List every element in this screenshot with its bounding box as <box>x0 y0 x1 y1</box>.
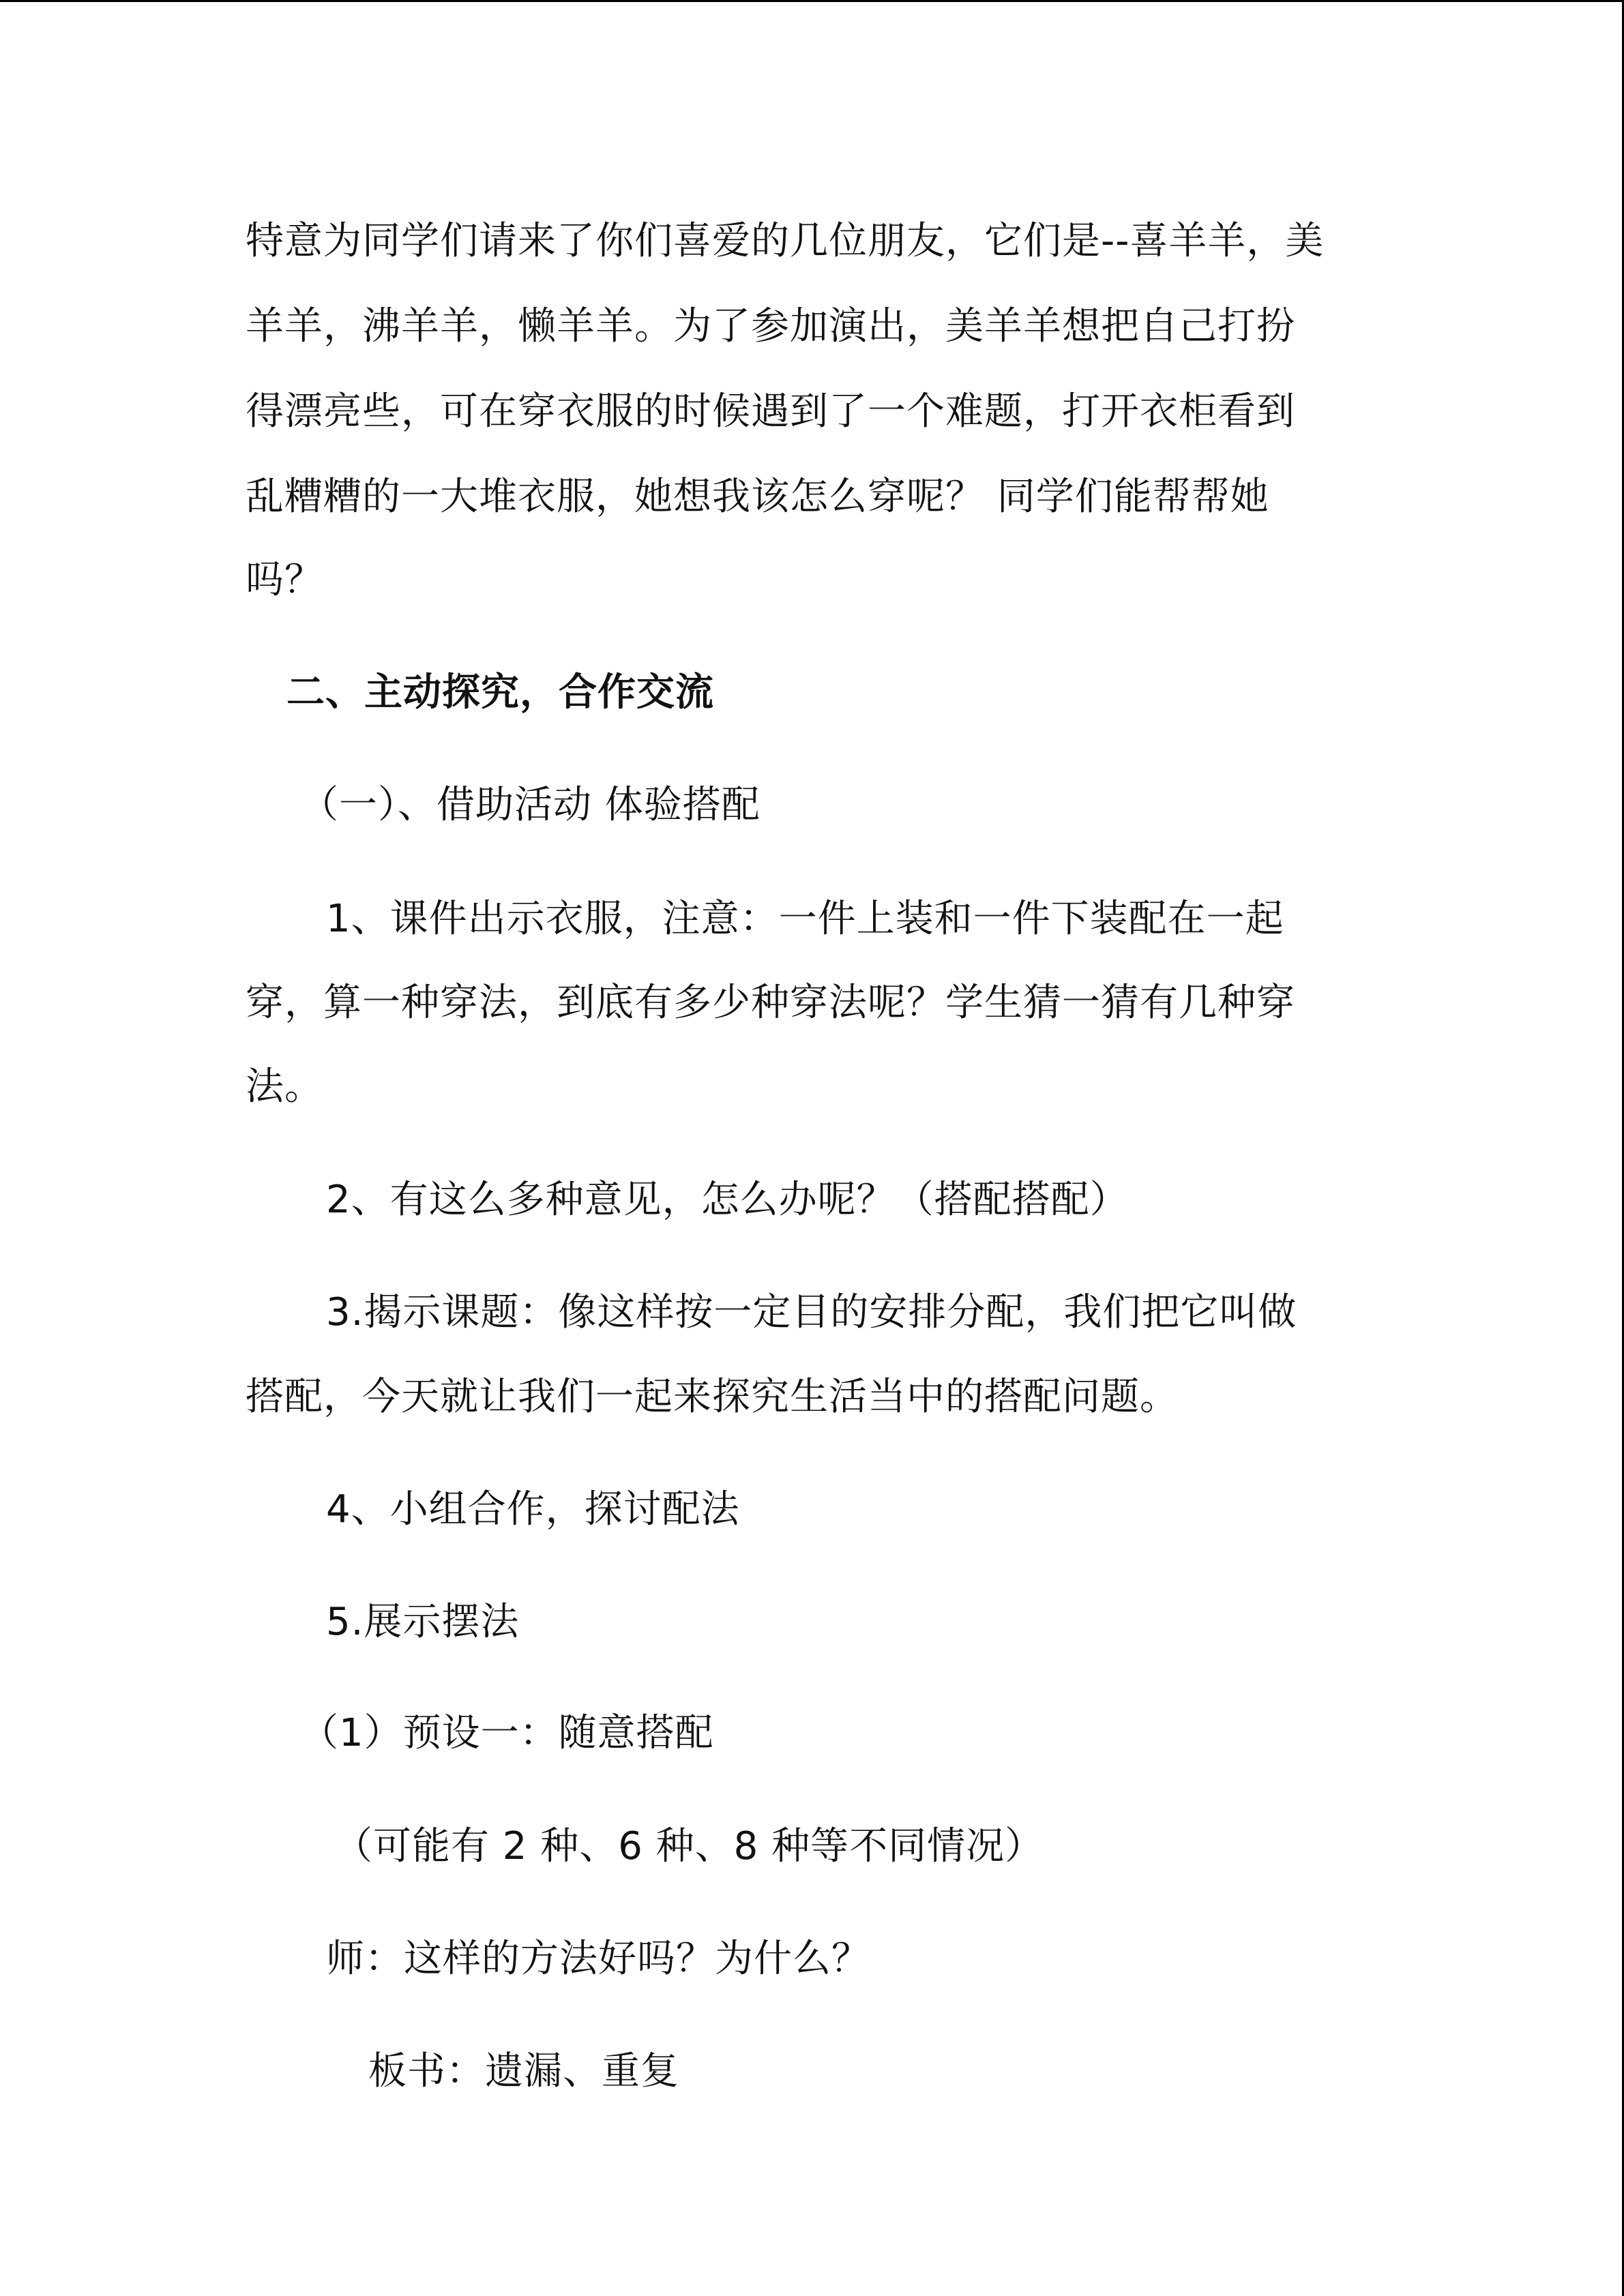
step-line: 1、课件出示衣服，注意：一件上装和一件下装配在一起 <box>326 897 1284 941</box>
step-line: 3.揭示课题：像这样按一定目的安排分配，我们把它叫做 <box>326 1290 1297 1335</box>
teacher-question: 师：这样的方法好吗？为什么？ <box>326 1937 870 1981</box>
step-line: 2、有这么多种意见，怎么办呢？（搭配搭配） <box>326 1178 1129 1222</box>
paragraph-line: 羊羊，沸羊羊，懒羊羊。为了参加演出，美羊羊想把自己打扮 <box>246 304 1295 348</box>
step-line: 法。 <box>246 1064 323 1109</box>
preset-note: （可能有 2 种、6 种、8 种等不同情况） <box>334 1824 1044 1868</box>
board-note: 板书：遗漏、重复 <box>368 2049 679 2093</box>
paragraph-line: 得漂亮些，可在穿衣服的时候遇到了一个难题，打开衣柜看到 <box>246 389 1295 434</box>
step-line: 搭配，今天就让我们一起来探究生活当中的搭配问题。 <box>246 1375 1179 1419</box>
section-heading: 二、主动探究，合作交流 <box>286 670 714 715</box>
step-line: 穿，算一种穿法，到底有多少种穿法呢？学生猜一猜有几种穿 <box>246 981 1295 1025</box>
paragraph-line: 乱糟糟的一大堆衣服，她想我该怎么穿呢？ 同学们能帮帮她 <box>246 475 1269 519</box>
step-line: 5.展示摆法 <box>326 1600 520 1644</box>
subsection-heading: （一）、借助活动 体验搭配 <box>300 783 761 827</box>
preset-line: （1）预设一：随意搭配 <box>300 1711 714 1755</box>
paragraph-line: 吗？ <box>246 558 323 602</box>
step-line: 4、小组合作，探讨配法 <box>326 1487 740 1532</box>
paragraph-line: 特意为同学们请来了你们喜爱的几位朋友，它们是--喜羊羊，美 <box>246 219 1325 263</box>
